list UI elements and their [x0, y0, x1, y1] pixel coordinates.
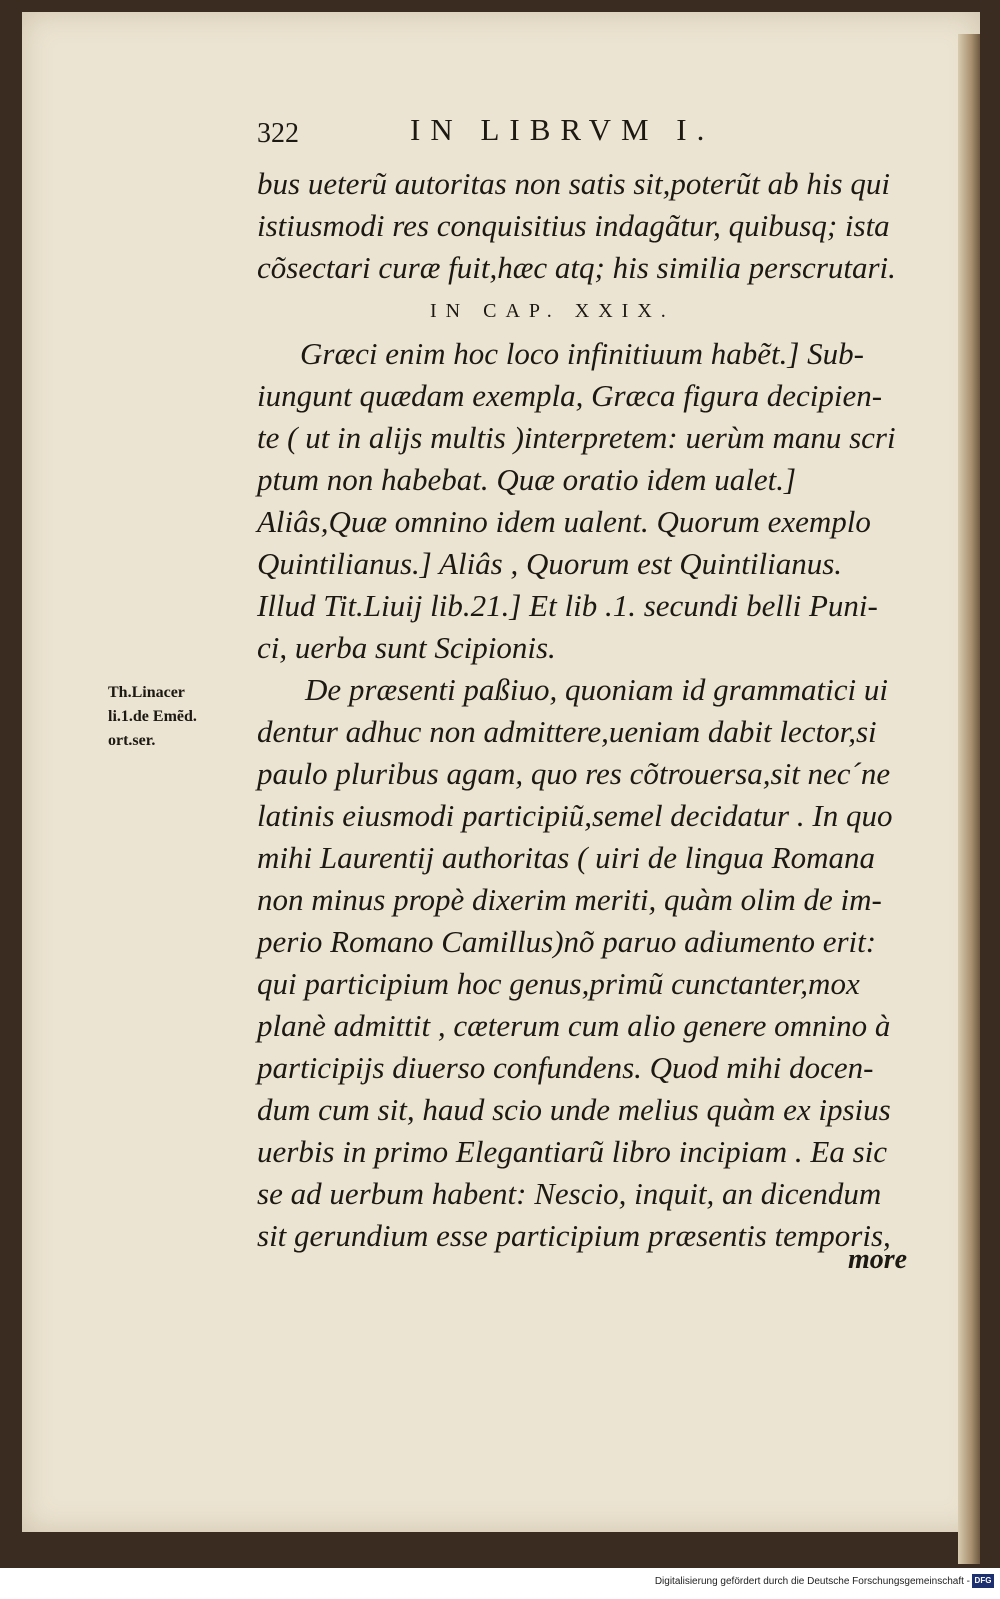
chapter-heading: IN CAP. XXIX.: [430, 300, 675, 322]
text-line: mihi Laurentij authoritas ( uiri de lingua Romana: [257, 840, 876, 875]
text-line: istiusmodi res conquisitius indagãtur, quibusq; ista: [257, 208, 890, 243]
text-line: uerbis in primo Elegantiarũ libro incipiam . Ea sic: [257, 1134, 888, 1169]
page-edge: [958, 34, 980, 1564]
text-line: planè admittit , cæterum cum alio genere omnino à: [257, 1008, 891, 1043]
text-line: non minus propè dixerim meriti, quàm olim de im-: [257, 882, 882, 917]
text-line: De præsenti paßiuo, quoniam id grammatici ui: [305, 672, 888, 707]
margin-note-line: ort.ser.: [108, 732, 156, 749]
text-line: dentur adhuc non admittere,ueniam dabit lector,si: [257, 714, 877, 749]
text-line: paulo pluribus agam, quo res cõtrouersa,sit nec´ne: [257, 756, 891, 791]
text-line: Quintilianus.] Aliâs , Quorum est Quintilianus.: [257, 546, 843, 581]
text-line: ptum non habebat. Quæ oratio idem ualet.]: [257, 462, 797, 497]
margin-note-line: li.1.de Emẽd.: [108, 708, 197, 725]
text-line: Græci enim hoc loco infinitiuum habẽt.] Sub-: [300, 336, 864, 371]
page-number: 322: [257, 118, 299, 149]
text-line: ci, uerba sunt Scipionis.: [257, 630, 556, 665]
text-line: qui participium hoc genus,primũ cunctanter,mox: [257, 966, 860, 1001]
dfg-logo: DFG: [972, 1574, 994, 1588]
text-line: te ( ut in aliјs multis )interpretem: uerùm manu scri: [257, 420, 896, 455]
running-title: IN LIBRVM I.: [410, 112, 715, 147]
text-line: se ad uerbum habent: Nescio, inquit, an dicendum: [257, 1176, 882, 1211]
text-line: participiјs diuerso confundens. Quod mihi docen-: [257, 1050, 874, 1085]
text-line: bus ueterũ autoritas non satis sit,poterũt ab his qui: [257, 166, 890, 201]
footer-bar: [0, 1568, 1000, 1599]
text-line: Aliâs,Quæ omnino idem ualent. Quorum exemplo: [257, 504, 871, 539]
text-line: iungunt quædam exempla, Græca figura decipien-: [257, 378, 883, 413]
text-line: latinis eiusmodi participiũ,semel decidatur . In quo: [257, 798, 893, 833]
text-line: cõsectari curæ fuit,hæc atq; his similia perscrutari.: [257, 250, 896, 285]
text-line: dum cum sit, haud scio unde melius quàm ex ipsius: [257, 1092, 891, 1127]
margin-note-line: Th.Linacer: [108, 684, 185, 701]
footer-credit: Digitalisierung gefördert durch die Deutsche Forschungsgemeinschaft -: [654, 1576, 970, 1587]
catchword: more: [848, 1244, 908, 1275]
text-line: Illud Tit.Liuij lib.21.] Et lib .1. secundi belli Puni-: [257, 588, 878, 623]
text-line: perio Romano Camillus)nõ paruo adiumento erit:: [257, 924, 877, 959]
text-line: sit gerundium esse participium præsentis temporis,: [257, 1218, 891, 1253]
